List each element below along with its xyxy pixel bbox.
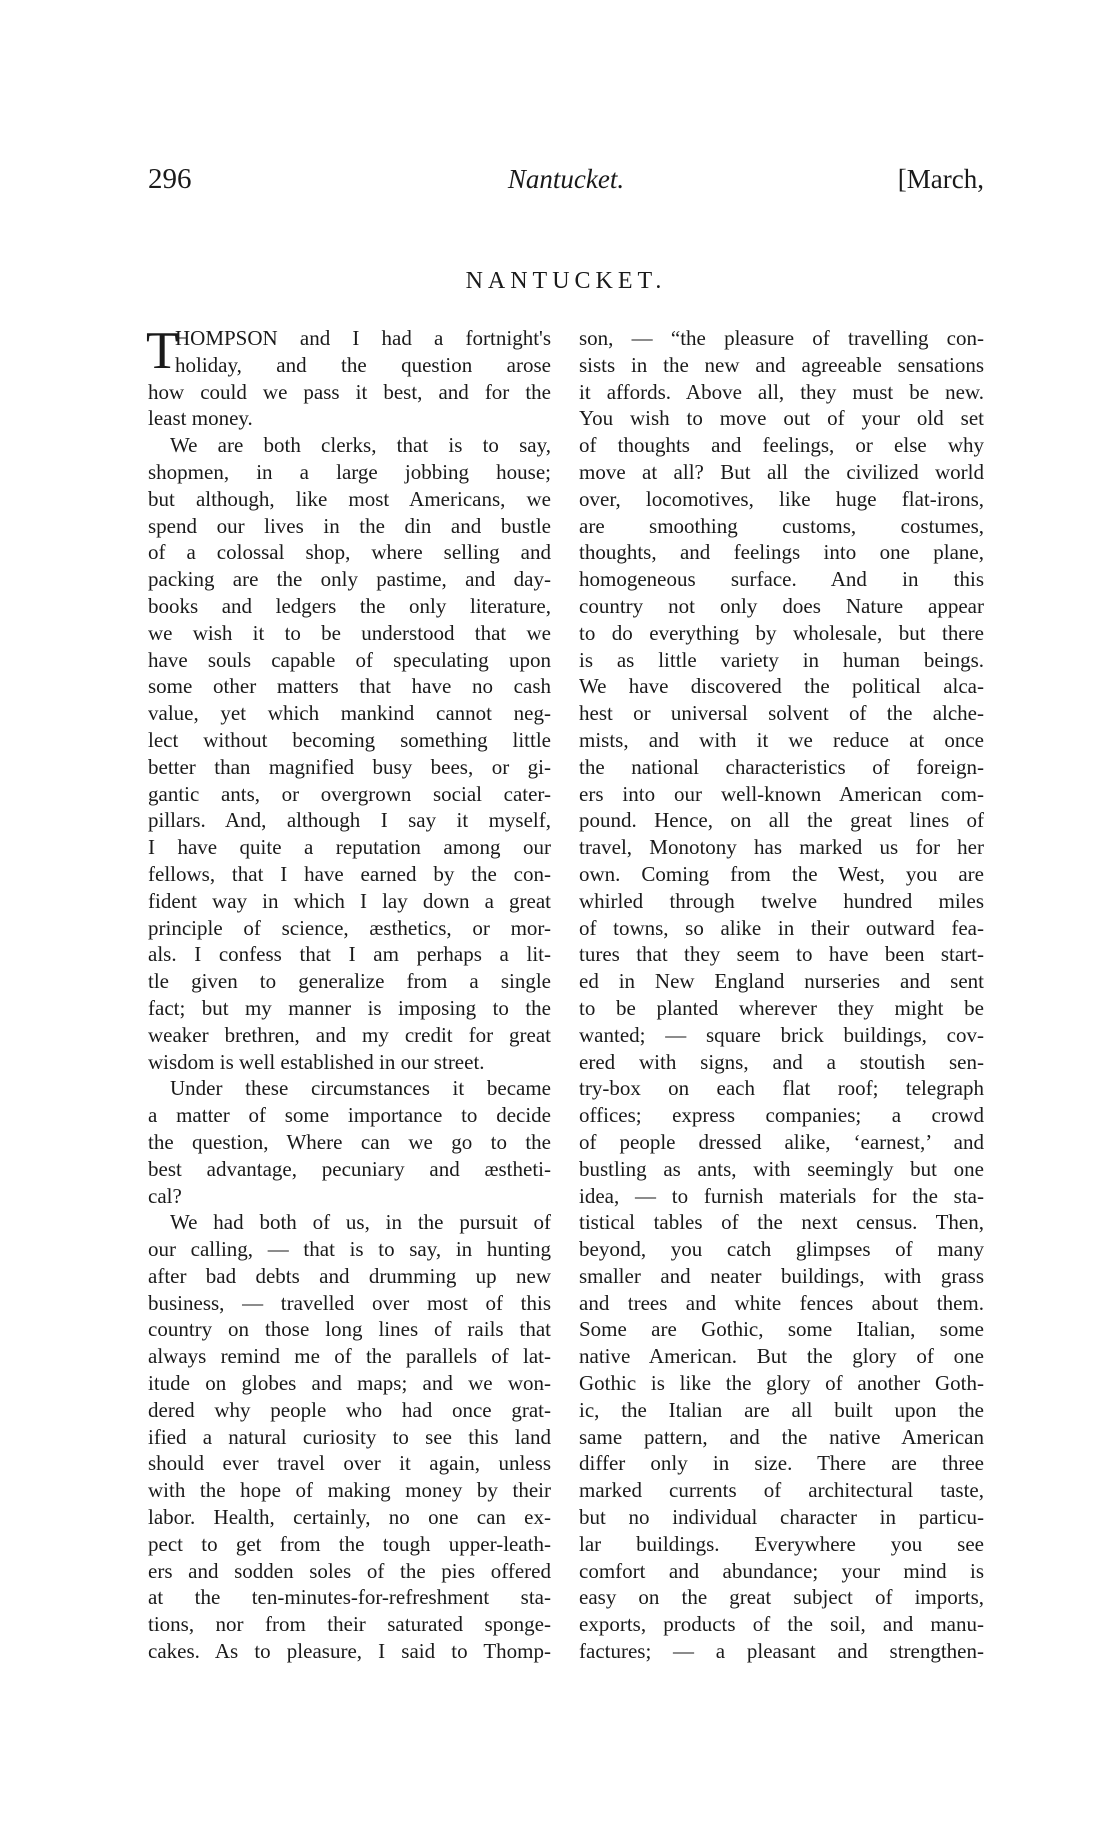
text-line: Gothic is like the glory of another Goth- [579, 1371, 984, 1396]
text-line: it affords. Above all, they must be new. [579, 379, 984, 404]
text-line: tistical tables of the next census. Then, [579, 1210, 984, 1235]
text-line: move at all? But all the civilized world [579, 459, 984, 484]
text-line: Some are Gothic, some Italian, some [579, 1317, 984, 1342]
text-line: wanted; — square brick buildings, cov- [579, 1022, 984, 1047]
running-title: Nantucket. [507, 164, 625, 194]
text-line: differ only in size. There are three [579, 1451, 984, 1476]
text-line: son, — “the pleasure of travelling con- [579, 326, 984, 350]
text-line: but no individual character in particu- [579, 1505, 984, 1530]
text-line: HOMPSON and I had a fortnight's [175, 326, 551, 350]
text-line: business, — travelled over most of this [148, 1290, 551, 1315]
text-line: ified a natural curiosity to see this land [148, 1424, 551, 1449]
text-line: of a colossal shop, where selling and [148, 540, 551, 565]
text-line: hest or universal solvent of the alche- [579, 701, 984, 726]
text-line: ic, the Italian are all built upon the [579, 1397, 984, 1422]
text-line: the national characteristics of foreign- [579, 754, 984, 779]
text-line: country not only does Nature appear [579, 593, 984, 618]
text-line: spend our lives in the din and bustle [148, 513, 551, 538]
article-title: NANTUCKET. [465, 268, 667, 294]
text-line: We are both clerks, that is to say, [170, 433, 551, 458]
text-line: own. Coming from the West, you are [579, 861, 984, 886]
text-line: over, locomotives, like huge flat-irons, [579, 486, 984, 511]
text-line: pect to get from the tough upper-leath- [148, 1531, 551, 1556]
text-line: always remind me of the parallels of lat- [148, 1344, 551, 1369]
text-line: offices; express companies; a crowd [579, 1103, 984, 1128]
text-line: gantic ants, or overgrown social cater- [148, 781, 551, 806]
text-line: try-box on each flat roof; telegraph [579, 1076, 984, 1101]
text-line: I have quite a reputation among our [148, 835, 551, 860]
text-line: wisdom is well established in our street. [148, 1049, 485, 1074]
text-line: same pattern, and the native American [579, 1424, 984, 1449]
text-line: tle given to generalize from a single [148, 969, 551, 994]
text-line: whirled through twelve hundred miles [579, 888, 984, 913]
text-line: marked currents of architectural taste, [579, 1478, 984, 1503]
text-line: of people dressed alike, ‘earnest,’ and [579, 1129, 984, 1154]
running-month: [March, [897, 164, 984, 194]
text-line: principle of science, æsthetics, or mor- [148, 915, 551, 940]
text-line: fact; but my manner is imposing to the [148, 995, 551, 1020]
text-line: a matter of some importance to decide [148, 1103, 551, 1128]
text-line: sists in the new and agreeable sensations [579, 352, 984, 377]
text-line: ers into our well-known American com- [579, 781, 984, 806]
text-line: are smoothing customs, costumes, [579, 513, 984, 538]
text-line: is as little variety in human beings. [579, 647, 984, 672]
text-line: packing are the only pastime, and day- [148, 567, 551, 592]
text-line: dered why people who had once grat- [148, 1397, 551, 1422]
text-line: pound. Hence, on all the great lines of [579, 808, 984, 833]
text-line: exports, products of the soil, and manu- [579, 1612, 984, 1637]
text-line: als. I confess that I am perhaps a lit- [148, 942, 551, 967]
text-line: idea, — to furnish materials for the sta- [579, 1183, 984, 1208]
left-column [146, 322, 551, 1665]
text-line: of thoughts and feelings, or else why [579, 433, 984, 458]
text-line: our calling, — that is to say, in hunting [148, 1237, 551, 1262]
text-line: shopmen, in a large jobbing house; [148, 459, 551, 484]
text-line: should ever travel over it again, unless [148, 1451, 551, 1476]
text-line: lar buildings. Everywhere you see [579, 1531, 984, 1556]
text-line: some other matters that have no cash [148, 674, 551, 699]
text-line: how could we pass it best, and for the [148, 379, 551, 404]
text-line: ered with signs, and a stoutish sen- [579, 1049, 984, 1074]
text-line: smaller and neater buildings, with grass [579, 1263, 984, 1288]
text-line: thoughts, and feelings into one plane, [579, 540, 984, 565]
text-line: country on those long lines of rails that [148, 1317, 551, 1342]
text-line: bustling as ants, with seemingly but one [579, 1156, 984, 1181]
text-line: We have discovered the political alca- [579, 674, 984, 699]
text-line: travel, Monotony has marked us for her [579, 835, 984, 860]
text-line: beyond, you catch glimpses of many [579, 1237, 984, 1262]
text-line: cakes. As to pleasure, I said to Thomp- [148, 1639, 551, 1664]
text-line: to be planted wherever they might be [579, 995, 984, 1020]
text-line: with the hope of making money by their [148, 1478, 551, 1503]
text-line: native American. But the glory of one [579, 1344, 984, 1369]
text-line: we wish it to be understood that we [148, 620, 551, 645]
text-line: factures; — a pleasant and strengthen- [579, 1639, 984, 1664]
text-line: cal? [148, 1183, 182, 1208]
text-line: least money. [148, 406, 253, 431]
text-line: fellows, that I have earned by the con- [148, 861, 551, 886]
text-line: ers and sodden soles of the pies offered [148, 1558, 551, 1583]
text-line: of towns, so alike in their outward fea- [579, 915, 984, 940]
text-line: weaker brethren, and my credit for great [148, 1022, 551, 1047]
text-line: best advantage, pecuniary and æstheti- [148, 1156, 551, 1181]
text-line: comfort and abundance; your mind is [579, 1558, 984, 1583]
text-line: better than magnified busy bees, or gi- [148, 754, 551, 779]
text-line: pillars. And, although I say it myself, [148, 808, 551, 833]
text-line: homogeneous surface. And in this [579, 567, 984, 592]
text-line: tions, nor from their saturated sponge- [148, 1612, 551, 1637]
drop-cap: T [146, 322, 179, 380]
text-line: value, yet which mankind cannot neg- [148, 701, 551, 726]
text-line: and trees and white fences about them. [579, 1290, 984, 1315]
right-column [579, 325, 984, 1665]
text-line: fident way in which I lay down a great [148, 888, 551, 913]
text-line: ed in New England nurseries and sent [579, 969, 984, 994]
text-line: tures that they seem to have been start- [579, 942, 984, 967]
text-line: Under these circumstances it became [170, 1076, 551, 1101]
text-line: mists, and with it we reduce at once [579, 727, 984, 752]
text-line: the question, Where can we go to the [148, 1129, 551, 1154]
text-line: easy on the great subject of imports, [579, 1585, 984, 1610]
text-line: itude on globes and maps; and we won- [148, 1371, 551, 1396]
text-line: at the ten-minutes-for-refreshment sta- [148, 1585, 551, 1610]
text-line: holiday, and the question arose [175, 352, 551, 377]
text-line: books and ledgers the only literature, [148, 593, 551, 618]
text-line: lect without becoming something little [148, 727, 551, 752]
text-line: labor. Health, certainly, no one can ex- [148, 1505, 551, 1530]
text-line: to do everything by wholesale, but there [579, 620, 984, 645]
page-number: 296 [148, 163, 192, 195]
text-line: but although, like most Americans, we [148, 486, 551, 511]
text-line: after bad debts and drumming up new [148, 1263, 551, 1288]
text-line: You wish to move out of your old set [579, 406, 984, 431]
text-line: have souls capable of speculating upon [148, 647, 551, 672]
text-line: We had both of us, in the pursuit of [170, 1210, 551, 1235]
